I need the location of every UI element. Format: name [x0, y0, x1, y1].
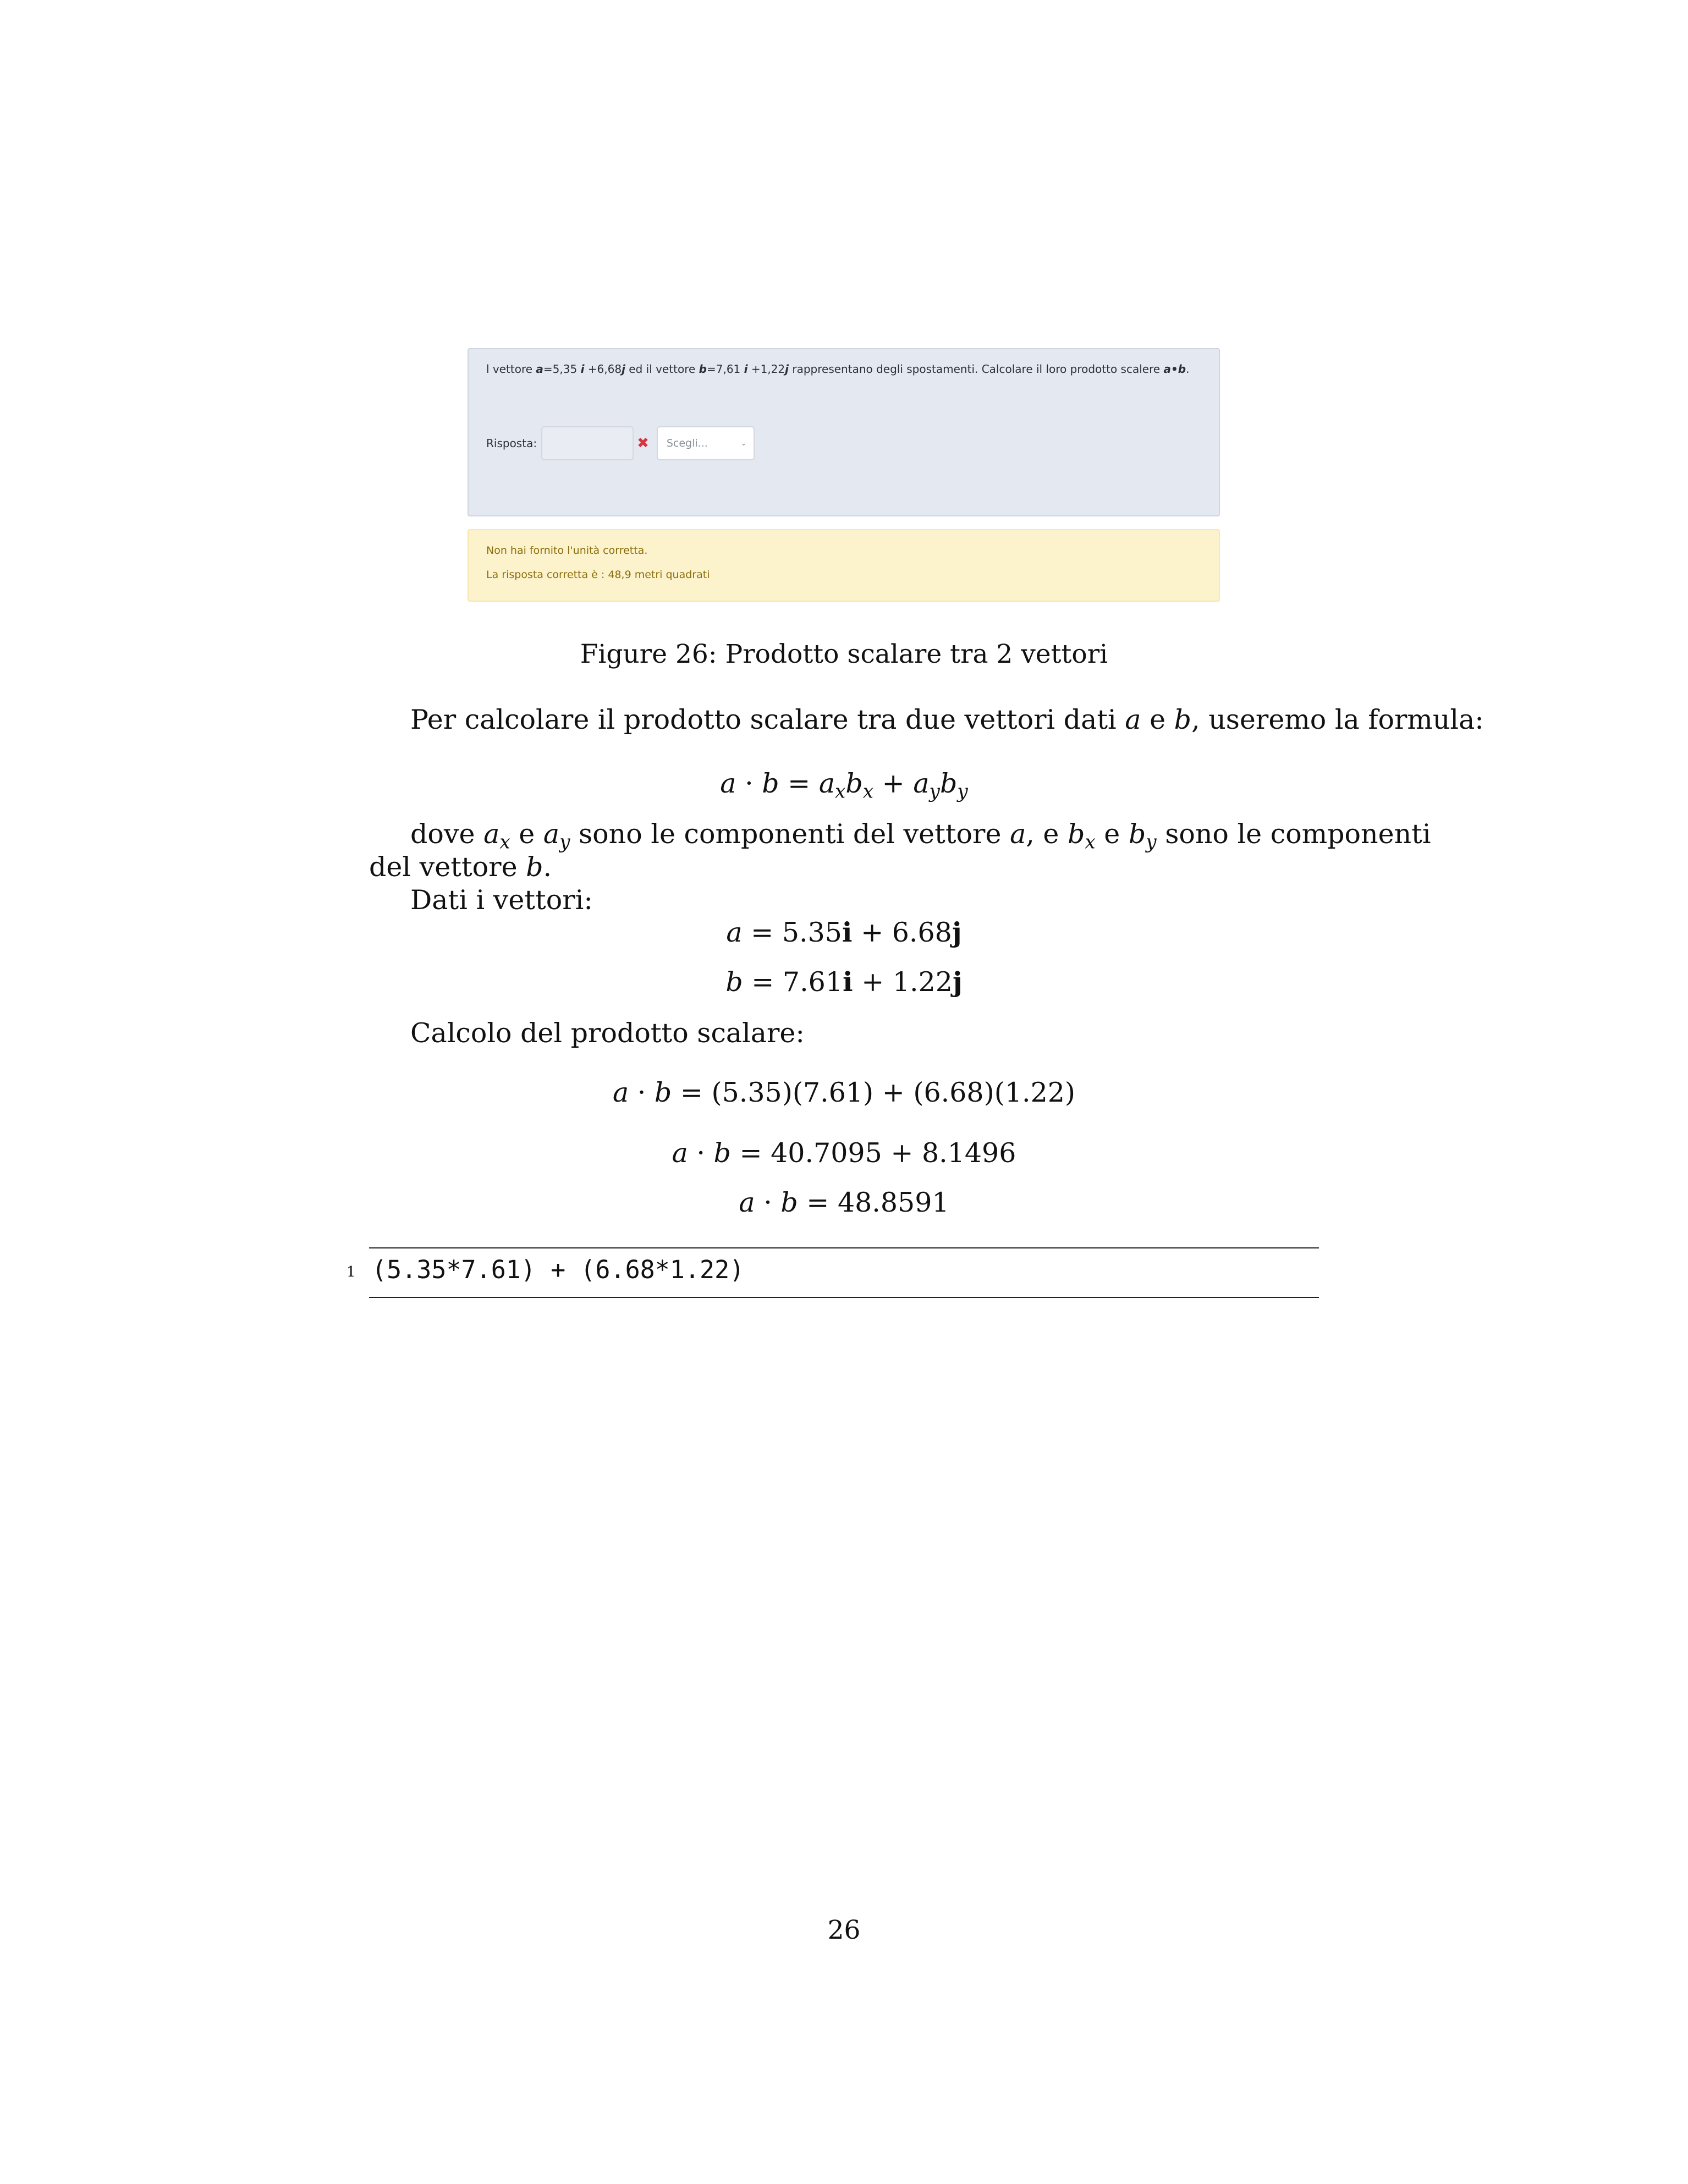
text: del vettore [369, 851, 526, 883]
value: = 40.7095 + 8.1496 [730, 1137, 1016, 1169]
var-b: b [845, 768, 863, 799]
question-text-part: rappresentano degli spostamenti. Calcolare il loro prodotto scalere [789, 362, 1164, 376]
var-a: a [1125, 704, 1141, 735]
vector-a-symbol: a [536, 362, 543, 376]
unit-vector-j: j [622, 362, 625, 376]
operator: · [755, 1187, 781, 1218]
var-a: a [726, 917, 743, 948]
unit-vector-i: i [744, 362, 748, 376]
calculation-step-2 [0, 1137, 1688, 1169]
question-text-part: +6,68 [584, 362, 622, 376]
text: , useremo la formula: [1191, 704, 1484, 735]
text: sono le componenti del vettore [570, 818, 1010, 850]
operator: + [873, 768, 914, 799]
vector-a-definition [0, 916, 1688, 948]
operator: · [629, 1077, 655, 1108]
var-a: a [913, 768, 930, 799]
question-text-part: =7,61 [706, 362, 744, 376]
text: e [1141, 704, 1174, 735]
code-bottom-rule [369, 1297, 1319, 1298]
value: = (5.35)(7.61) + (6.68)(1.22) [672, 1077, 1076, 1108]
vector-b-symbol: b [699, 362, 707, 376]
calculation-result [0, 1187, 1688, 1218]
value: + 6.68 [852, 917, 952, 948]
subscript: x [835, 780, 846, 803]
code-listing-line: (5.35*7.61) + (6.68*1.22) [372, 1255, 745, 1284]
question-text-part: =5,35 [543, 362, 581, 376]
var-a: a [739, 1187, 755, 1218]
text: , e [1026, 818, 1068, 850]
subscript: y [929, 780, 940, 803]
quiz-question-panel [468, 348, 1220, 516]
var-a: a [612, 1077, 629, 1108]
question-text-part: l vettore [486, 362, 536, 376]
var-b: b [654, 1077, 672, 1108]
value: = 5.35 [742, 917, 842, 948]
answer-input[interactable] [541, 426, 634, 460]
var-b: b [1068, 818, 1085, 850]
subscript: x [499, 831, 510, 854]
incorrect-icon: ✖ [637, 435, 649, 452]
var-b: b [780, 1187, 798, 1218]
question-text-part: +1,22 [747, 362, 785, 376]
var-a: a [543, 818, 560, 850]
var-b: b [939, 768, 958, 799]
value: = 48.8591 [798, 1187, 949, 1218]
answer-label: Risposta: [486, 437, 537, 450]
unit-select-placeholder: Scegli... [666, 437, 708, 449]
subscript: x [1085, 831, 1096, 854]
figure-caption: Figure 26: Prodotto scalare tra 2 vettori [580, 639, 1108, 669]
subscript: x [862, 780, 874, 803]
unit-vector-i: i [842, 916, 853, 948]
feedback-correct-answer: La risposta corretta è : 48,9 metri quadrati [486, 569, 710, 581]
code-line-number: 1 [347, 1264, 356, 1280]
vector-b-definition [0, 966, 1688, 998]
intro-paragraph [410, 704, 1484, 735]
var-a: a [1010, 818, 1026, 850]
quiz-question-text [486, 362, 1190, 376]
feedback-panel [468, 529, 1220, 602]
components-paragraph-line2 [369, 851, 552, 883]
text: e [510, 818, 543, 850]
unit-vector-j: j [785, 362, 789, 376]
operator: = [779, 768, 819, 799]
feedback-unit-message: Non hai fornito l'unità corretta. [486, 544, 648, 557]
var-b: b [1128, 818, 1146, 850]
var-b: b [713, 1137, 731, 1169]
value: + 1.22 [853, 966, 953, 998]
page-number: 26 [827, 1915, 861, 1945]
unit-select[interactable] [657, 426, 755, 460]
code-top-rule [369, 1247, 1319, 1248]
var-a: a [483, 818, 500, 850]
subscript: y [1146, 831, 1157, 854]
dot-product-formula [0, 768, 1688, 803]
given-vectors-label: Dati i vettori: [410, 884, 593, 916]
text: dove [410, 818, 484, 850]
text: sono le componenti [1156, 818, 1431, 850]
var-b: b [762, 768, 779, 799]
subscript: y [957, 780, 968, 803]
calculation-label: Calcolo del prodotto scalare: [410, 1017, 805, 1049]
unit-vector-j: j [952, 966, 963, 998]
var-b: b [526, 851, 543, 883]
chevron-down-icon: ⌄ [740, 439, 747, 448]
unit-vector-j: j [952, 916, 962, 948]
text: . [543, 851, 552, 883]
value: = 7.61 [743, 966, 843, 998]
calculation-step-1 [0, 1077, 1688, 1108]
unit-vector-i: i [580, 362, 585, 376]
var-a: a [818, 768, 835, 799]
text: Per calcolare il prodotto scalare tra due vettori dati [410, 704, 1125, 735]
question-text-part: . [1186, 362, 1190, 376]
unit-vector-i: i [843, 966, 853, 998]
operator: · [736, 768, 762, 799]
var-b: b [1174, 704, 1192, 735]
components-paragraph-line1 [410, 818, 1431, 854]
question-text-part: ed il vettore [625, 362, 699, 376]
answer-row [486, 426, 755, 460]
operator: · [688, 1137, 714, 1169]
var-a: a [720, 768, 736, 799]
var-b: b [725, 966, 743, 998]
subscript: y [559, 831, 570, 854]
text: e [1095, 818, 1129, 850]
dot-product-expression: a•b [1163, 362, 1186, 376]
var-a: a [672, 1137, 688, 1169]
